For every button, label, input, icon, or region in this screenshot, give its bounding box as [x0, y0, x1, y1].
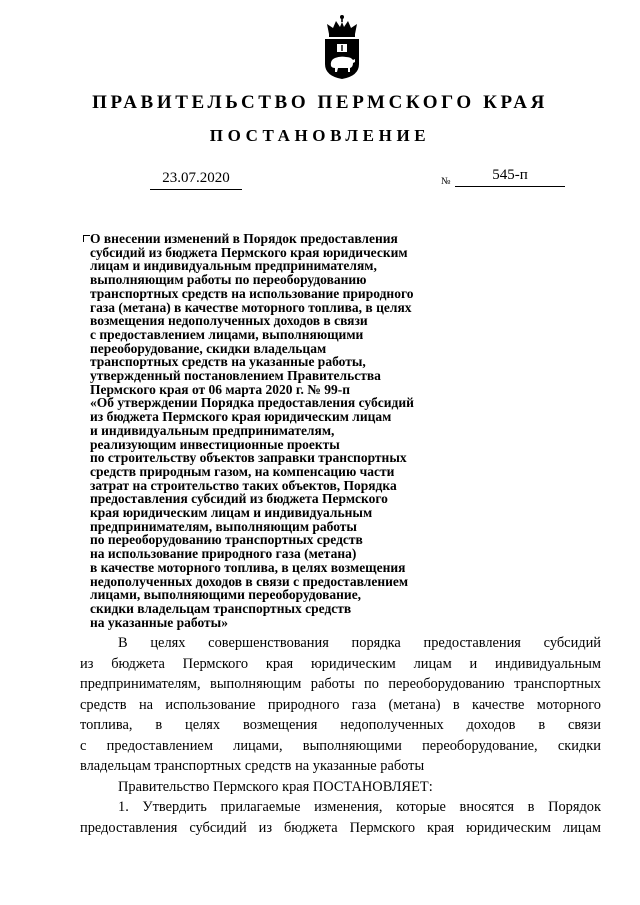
body-line: Правительство Пермского края ПОСТАНОВЛЯЕТ:: [118, 778, 433, 795]
subject-line: газа (метана) в качестве моторного топлива, в целях: [90, 299, 412, 315]
body-line: владельцам транспортных средств на указанные работы: [80, 758, 425, 774]
subject-line: края юридическим лицам и индивидуальным: [90, 505, 373, 521]
subject-line: с предоставлением лицами, выполняющими: [90, 326, 364, 342]
subject-line: «Об утверждении Порядка предоставления субсидий: [90, 395, 414, 411]
subject-line: переоборудование, скидки владельцам: [90, 340, 327, 356]
body-line: предпринимателям, выполняющим работы по переоборудованию транспортных: [80, 676, 601, 692]
document-subject: [90, 232, 490, 629]
subject-line: субсидий из бюджета Пермского края юридическим: [90, 244, 408, 260]
organization-title: ПРАВИТЕЛЬСТВО ПЕРМСКОГО КРАЯ: [92, 92, 548, 113]
subject-line: на указанные работы»: [90, 614, 228, 630]
body-line: 1. Утвердить прилагаемые изменения, которые вносятся в Порядок: [118, 799, 601, 815]
subject-line: утвержденный постановлением Правительства: [90, 368, 381, 384]
subject-corner-mark: [83, 235, 90, 242]
subject-line: реализующим инвестиционные проекты: [90, 436, 340, 452]
subject-line: О внесении изменений в Порядок предоставления: [90, 231, 398, 246]
subject-line: на использование природного газа (метана): [90, 546, 357, 562]
body-line: с предоставлением лицами, выполняющими переоборудование, скидки: [80, 737, 601, 754]
subject-line: Пермского края от 06 марта 2020 г. № 99-п: [90, 381, 350, 397]
body-line: топлива, в целях возмещения недополученных доходов в связи: [80, 717, 601, 733]
subject-line: транспортных средств на указанные работы,: [90, 354, 366, 370]
subject-line: в качестве моторного топлива, в целях возмещения: [90, 559, 406, 575]
document-type-title: ПОСТАНОВЛЕНИЕ: [209, 126, 431, 145]
subject-line: предпринимателям, выполняющим работы: [90, 518, 357, 534]
body-line: предоставления субсидий из бюджета Пермского края юридическим лицам: [80, 819, 601, 836]
subject-line: скидки владельцам транспортных средств: [90, 600, 352, 616]
number-sign: №: [441, 176, 451, 187]
subject-line: выполняющим работы по переоборудованию: [90, 272, 367, 288]
subject-line: возмещения недополученных доходов в связи: [90, 313, 368, 329]
subject-line: лицам и индивидуальным предпринимателям,: [90, 258, 377, 274]
subject-line: недополученных доходов в связи с предоставлением: [90, 573, 409, 589]
coat-of-arms-emblem: [322, 14, 362, 80]
body-line: средств на использование природного газа (метана) в качестве моторного: [80, 696, 601, 713]
body-line: из бюджета Пермского края юридическим лицам и индивидуальным: [80, 655, 601, 672]
subject-line: и индивидуальным предпринимателям,: [90, 422, 335, 438]
document-number: 545-п: [455, 167, 565, 187]
subject-line: затрат на строительство таких объектов, Порядка: [90, 477, 397, 493]
subject-line: из бюджета Пермского края юридическим лицам: [90, 409, 392, 425]
subject-line: по переоборудованию транспортных средств: [90, 532, 363, 548]
document-date: 23.07.2020: [150, 170, 242, 190]
subject-line: предоставления субсидий из бюджета Пермского: [90, 491, 388, 507]
shield-icon: [325, 39, 359, 79]
subject-line: транспортных средств на использование природного: [90, 285, 414, 301]
document-body: [80, 633, 601, 838]
crown-icon: [327, 15, 357, 37]
subject-line: средств природным газом, на компенсацию части: [90, 463, 395, 479]
subject-line: лицами, выполняющими переоборудование,: [90, 587, 362, 603]
subject-line: по строительству объектов заправки транспортных: [90, 450, 407, 466]
body-line: В целях совершенствования порядка предоставления субсидий: [118, 635, 601, 651]
